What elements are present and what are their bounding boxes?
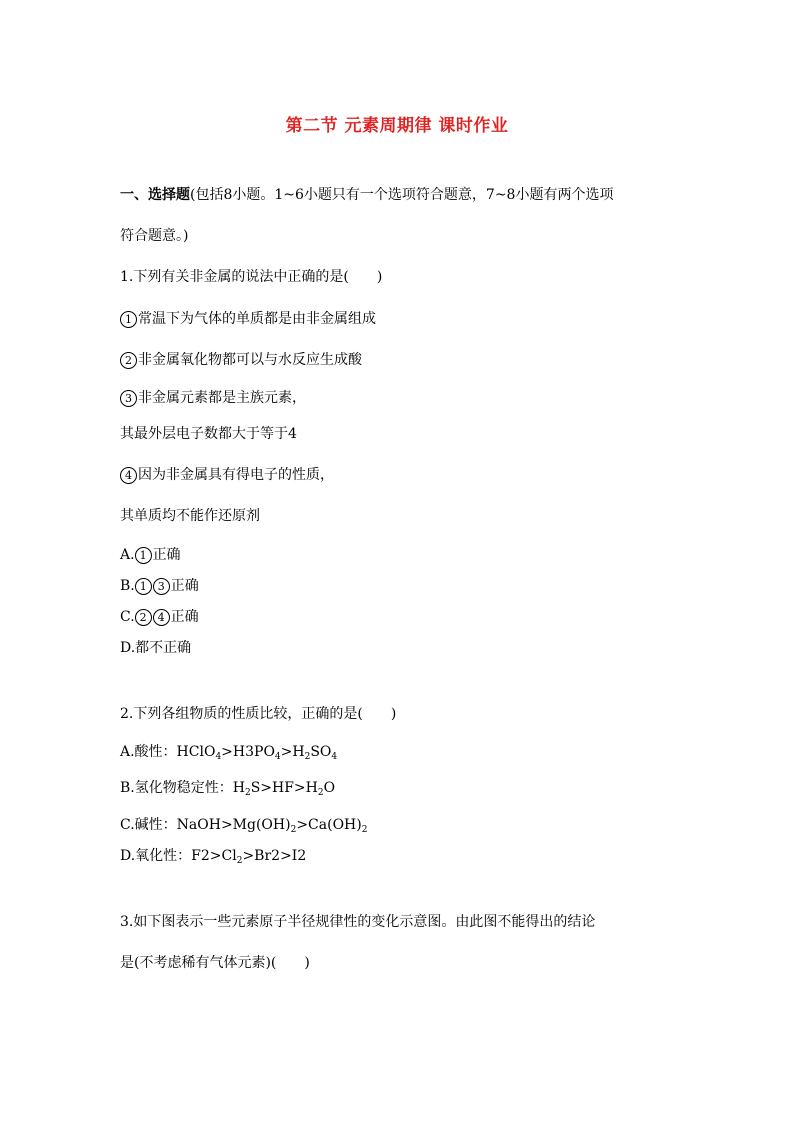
q1-option-a: A. 1 正确: [120, 547, 181, 563]
circled-number: 2: [135, 609, 152, 626]
q2-option-c: C.碱性：$NaOH>Mg(OH)_2>Ca(OH)_2$: [120, 817, 368, 835]
statement-text: 非金属氧化物都可以与水反应生成酸: [138, 352, 362, 368]
q2-option-a: A.酸性：$HClO_4>H3PO_4>H_2SO_4$: [120, 744, 338, 762]
circled-number: 2: [120, 352, 137, 369]
q1-option-b: B. 1 3 正确: [120, 578, 199, 594]
question-3-stem-cont: 是(不考虑稀有气体元素)( ): [120, 955, 310, 971]
statement-text: 非金属元素都是主族元素，: [138, 390, 306, 406]
q1-option-c: C. 2 4 正确: [120, 609, 199, 625]
section-header: [120, 186, 613, 204]
circled-number: 3: [153, 578, 170, 595]
q1-statement-3-cont: 其最外层电子数都大于等于4: [120, 426, 297, 442]
circled-number: 4: [153, 609, 170, 626]
statement-text: 常温下为气体的单质都是由非金属组成: [138, 311, 376, 327]
q1-statement-4: [120, 466, 334, 484]
q1-statement-3: [120, 389, 306, 407]
question-3-stem: 3.如下图表示一些元素原子半径规律性的变化示意图。由此图不能得出的结论: [120, 914, 596, 930]
page-title: 第二节 元素周期律 课时作业: [285, 116, 509, 136]
q1-statement-2: [120, 351, 362, 369]
section-desc: (包括8小题。1~6小题只有一个选项符合题意，7~8小题有两个选项: [190, 187, 614, 203]
q1-option-d: D.都不正确: [120, 640, 192, 656]
section-desc-cont: 符合题意。): [120, 228, 189, 244]
q2-option-b: B.氢化物稳定性：$H_2S>HF>H_2O$: [120, 780, 336, 798]
circled-number: 1: [135, 578, 152, 595]
q2-option-d: D.氧化性：$F2>Cl_2>Br2>I2$: [120, 848, 307, 866]
section-heading: 一、选择题: [120, 187, 190, 203]
circled-number: 1: [120, 311, 137, 328]
q1-statement-4-cont: 其单质均不能作还原剂: [120, 508, 260, 524]
question-1-stem: 1.下列有关非金属的说法中正确的是( ): [120, 269, 383, 285]
circled-number: 3: [120, 390, 137, 407]
circled-number: 4: [120, 467, 137, 484]
circled-number: 1: [135, 547, 152, 564]
statement-text: 因为非金属具有得电子的性质，: [138, 467, 334, 483]
q1-statement-1: [120, 310, 376, 328]
question-2-stem: 2.下列各组物质的性质比较，正确的是( ): [120, 706, 397, 722]
